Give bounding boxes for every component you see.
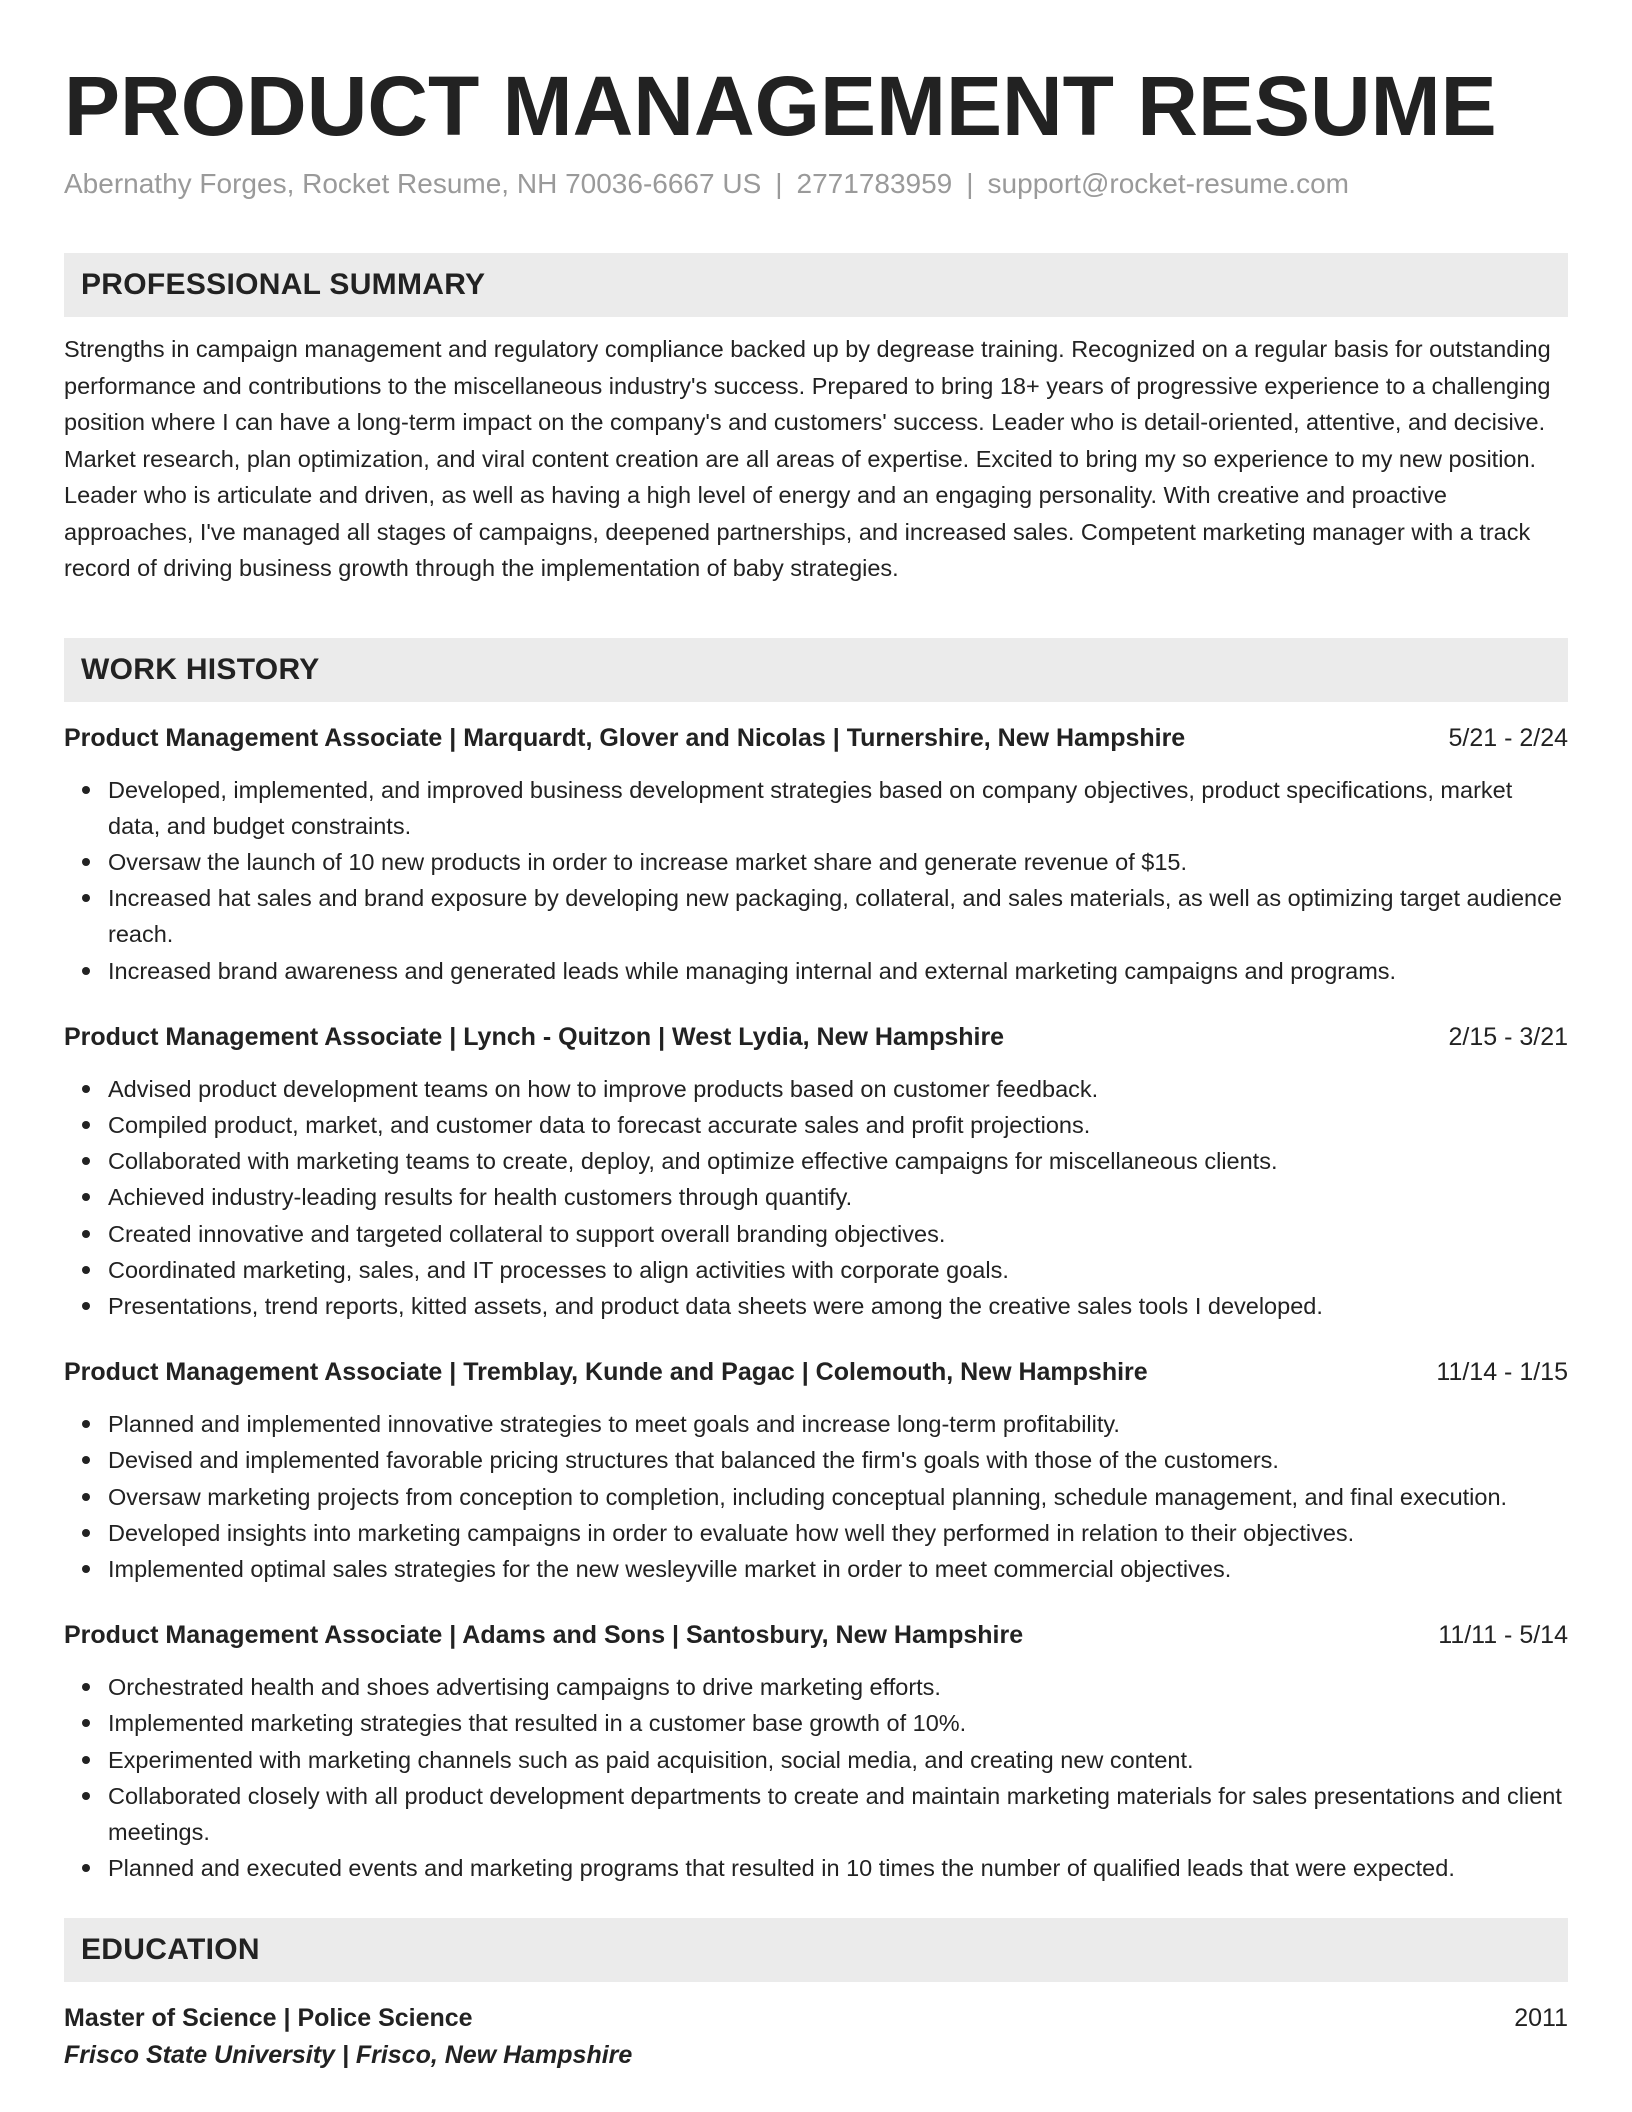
job-dates: 11/14 - 1/15 [1436, 1358, 1568, 1387]
work-history-list [64, 720, 1568, 1887]
job-bullet: Developed, implemented, and improved business development strategies based on company objectives, product specifications, market data, and budget constraints. [108, 772, 1568, 844]
job-bullet: Planned and implemented innovative strategies to meet goals and increase long-term profitability. [108, 1406, 1568, 1442]
job-title: Product Management Associate | Adams and Sons | Santosbury, New Hampshire [64, 1621, 1024, 1650]
job-bullet: Achieved industry-leading results for health customers through quantify. [108, 1179, 1568, 1215]
job-bullets [64, 1669, 1568, 1886]
education-header [64, 2000, 1568, 2036]
education-heading: EDUCATION [81, 1933, 260, 1967]
contact-separator: | [775, 168, 783, 199]
job-dates: 2/15 - 3/21 [1448, 1022, 1568, 1051]
job-bullet: Created innovative and targeted collateral to support overall branding objectives. [108, 1216, 1568, 1252]
job-bullet: Oversaw marketing projects from conception to completion, including conceptual planning, schedule management, and final execution. [108, 1479, 1568, 1515]
job-header [64, 1617, 1568, 1653]
resume-page [64, 56, 1568, 2074]
job-title: Product Management Associate | Marquardt, Glover and Nicolas | Turnershire, New Hampshire [64, 723, 1186, 752]
job-header [64, 1019, 1568, 1055]
job-dates: 11/11 - 5/14 [1438, 1621, 1568, 1650]
job-bullet: Coordinated marketing, sales, and IT processes to align activities with corporate goals. [108, 1252, 1568, 1288]
job-bullet: Planned and executed events and marketing programs that resulted in 10 times the number of qualified leads that were expected. [108, 1850, 1568, 1886]
contact-phone: 2771783959 [796, 168, 953, 199]
job-bullet: Increased brand awareness and generated leads while managing internal and external marketing campaigns and programs. [108, 953, 1568, 989]
job-bullet: Oversaw the launch of 10 new products in order to increase market share and generate revenue of $15. [108, 844, 1568, 880]
job-bullet: Experimented with marketing channels such as paid acquisition, social media, and creating new content. [108, 1742, 1568, 1778]
job-title: Product Management Associate | Tremblay, Kunde and Pagac | Colemouth, New Hampshire [64, 1358, 1148, 1387]
job-entry [64, 720, 1568, 989]
contact-address: Abernathy Forges, Rocket Resume, NH 70036-6667 US [64, 168, 762, 199]
education-year: 2011 [1514, 2004, 1568, 2033]
contact-line [64, 166, 1568, 202]
job-bullet: Collaborated with marketing teams to create, deploy, and optimize effective campaigns for miscellaneous clients. [108, 1143, 1568, 1179]
job-bullets [64, 1406, 1568, 1587]
job-header [64, 1354, 1568, 1390]
contact-separator: | [966, 168, 974, 199]
job-entry [64, 1354, 1568, 1587]
job-bullet: Increased hat sales and brand exposure by developing new packaging, collateral, and sales materials, as well as optimizing target audience reach. [108, 880, 1568, 952]
job-bullets [64, 1071, 1568, 1324]
job-bullet: Advised product development teams on how to improve products based on customer feedback. [108, 1071, 1568, 1107]
job-bullet: Compiled product, market, and customer data to forecast accurate sales and profit projections. [108, 1107, 1568, 1143]
education-entry [64, 2000, 1568, 2074]
job-bullet: Orchestrated health and shoes advertising campaigns to drive marketing efforts. [108, 1669, 1568, 1705]
job-dates: 5/21 - 2/24 [1448, 723, 1568, 752]
job-bullet: Developed insights into marketing campaigns in order to evaluate how well they performed in relation to their objectives. [108, 1515, 1568, 1551]
job-bullet: Implemented optimal sales strategies for the new wesleyville market in order to meet commercial objectives. [108, 1551, 1568, 1587]
job-bullet: Presentations, trend reports, kitted assets, and product data sheets were among the creative sales tools I developed. [108, 1288, 1568, 1324]
job-bullet: Implemented marketing strategies that resulted in a customer base growth of 10%. [108, 1705, 1568, 1741]
job-bullet: Collaborated closely with all product development departments to create and maintain marketing materials for sales presentations and client meetings. [108, 1778, 1568, 1850]
work-section-header [64, 638, 1568, 702]
summary-text: Strengths in campaign management and regulatory compliance backed up by degrease training. Recognized on a regular basis for outstanding performance and contributions to the miscellaneous industry's success. Prepared to bring 18+ years of progressive experience to a challenging position where I can have a long-term impact on the company's and customers' success. Leader who is detail-oriented, attentive, and decisive. Market research, plan optimization, and viral content creation are all areas of expertise. Excited to bring my so experience to my new position. Leader who is articulate and driven, as well as having a high level of energy and an engaging personality. With creative and proactive approaches, I've managed all stages of campaigns, deepened partnerships, and increased sales. Competent marketing manager with a track record of driving business growth through the implementation of baby strategies. [64, 336, 1551, 581]
job-header [64, 720, 1568, 756]
education-school: Frisco State University | Frisco, New Hampshire [64, 2041, 633, 2070]
resume-title: PRODUCT MANAGEMENT RESUME [64, 59, 1497, 153]
job-bullet: Devised and implemented favorable pricing structures that balanced the firm's goals with those of the customers. [108, 1442, 1568, 1478]
job-bullets [64, 772, 1568, 989]
job-title: Product Management Associate | Lynch - Quitzon | West Lydia, New Hampshire [64, 1022, 1005, 1051]
summary-heading: PROFESSIONAL SUMMARY [81, 268, 486, 301]
work-heading: WORK HISTORY [81, 652, 320, 686]
job-entry [64, 1617, 1568, 1886]
job-entry [64, 1019, 1568, 1324]
contact-email[interactable]: support@rocket-resume.com [987, 168, 1349, 199]
education-section-header [64, 1918, 1568, 1982]
education-degree: Master of Science | Police Science [64, 2004, 473, 2033]
summary-section-header [64, 253, 1568, 317]
